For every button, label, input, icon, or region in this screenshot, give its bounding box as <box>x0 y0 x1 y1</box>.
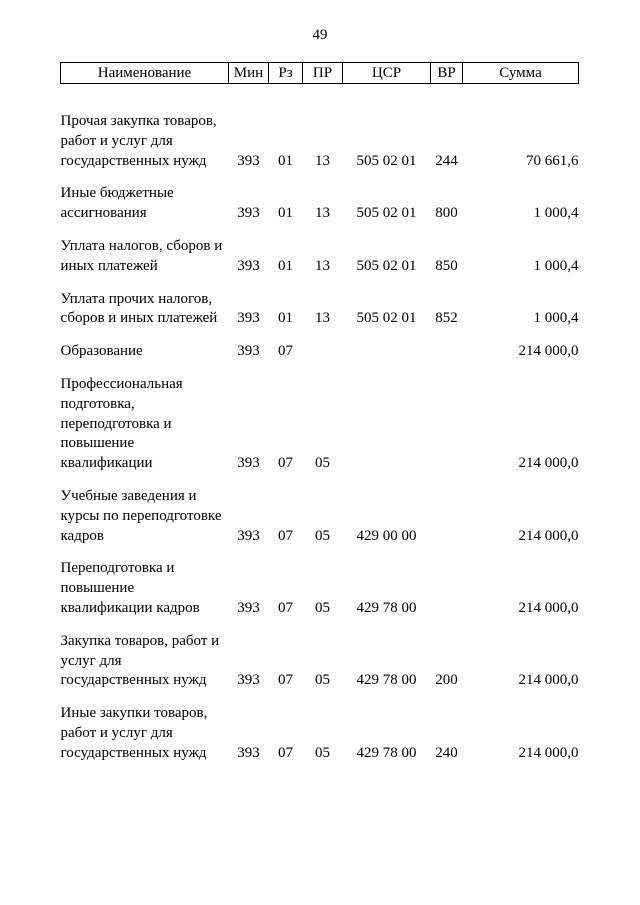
cell-sum: 214 000,0 <box>518 744 579 761</box>
cell-min: 393 <box>237 310 260 327</box>
table-row <box>61 691 579 763</box>
cell-csr: 429 78 00 <box>356 599 417 616</box>
cell-pr: 05 <box>315 744 330 761</box>
cell-csr: 429 78 00 <box>356 672 417 689</box>
cell-csr: 505 02 01 <box>356 205 417 222</box>
cell-sum: 1 000,4 <box>533 205 579 222</box>
cell-rz: 01 <box>278 310 293 327</box>
cell-pr <box>303 329 343 362</box>
cell-name: Закупка товаров, работ и услуг для государственных нужд <box>60 632 220 689</box>
cell-min: 393 <box>237 672 260 689</box>
cell-name: Профессиональная подготовка, переподготовка и повышение квалификации <box>60 375 183 472</box>
table-row <box>61 362 579 474</box>
budget-table <box>60 62 579 764</box>
cell-rz: 01 <box>278 152 293 169</box>
cell-csr: 505 02 01 <box>356 257 417 274</box>
header-name: Наименование <box>61 63 229 84</box>
cell-rz: 01 <box>278 205 293 222</box>
cell-vr: 852 <box>435 310 458 327</box>
table-row <box>61 84 579 172</box>
cell-vr <box>431 329 463 362</box>
cell-csr: 505 02 01 <box>356 310 417 327</box>
header-sum: Сумма <box>463 63 579 84</box>
header-rz: Рз <box>269 63 303 84</box>
header-csr: ЦСР <box>343 63 431 84</box>
cell-sum: 1 000,4 <box>533 310 579 327</box>
cell-pr: 05 <box>315 599 330 616</box>
cell-sum: 70 661,6 <box>526 152 579 169</box>
cell-name: Переподготовка и повышение квалификации кадров <box>60 560 200 616</box>
cell-csr: 429 78 00 <box>356 744 417 761</box>
cell-min: 393 <box>237 455 260 472</box>
cell-rz: 07 <box>278 672 293 689</box>
table-body <box>61 84 579 764</box>
cell-sum: 214 000,0 <box>518 455 579 472</box>
cell-min: 393 <box>237 599 260 616</box>
cell-min: 393 <box>237 343 260 360</box>
cell-name: Уплата налогов, сборов и иных платежей <box>60 237 223 274</box>
cell-rz: 07 <box>278 455 293 472</box>
cell-name: Образование <box>60 343 143 360</box>
header-pr: ПР <box>303 63 343 84</box>
cell-vr <box>431 474 463 546</box>
cell-pr: 05 <box>315 672 330 689</box>
cell-min: 393 <box>237 205 260 222</box>
cell-vr: 240 <box>435 744 458 761</box>
cell-pr: 13 <box>315 310 330 327</box>
cell-pr: 13 <box>315 205 330 222</box>
cell-sum: 214 000,0 <box>518 672 579 689</box>
table-header-row <box>61 63 579 84</box>
header-min: Мин <box>229 63 269 84</box>
cell-pr: 13 <box>315 152 330 169</box>
cell-rz: 07 <box>278 599 293 616</box>
cell-rz: 01 <box>278 257 293 274</box>
cell-name: Иные бюджетные ассигнования <box>60 185 174 222</box>
cell-vr: 850 <box>435 257 458 274</box>
cell-csr <box>343 362 431 474</box>
cell-name: Иные закупки товаров, работ и услуг для государственных нужд <box>60 705 208 761</box>
cell-min: 393 <box>237 257 260 274</box>
cell-csr: 505 02 01 <box>356 152 417 169</box>
cell-name: Учебные заведения и курсы по переподготовке кадров <box>60 487 222 544</box>
cell-rz: 07 <box>278 343 293 360</box>
table-row <box>61 224 579 277</box>
table-row <box>61 277 579 330</box>
cell-csr <box>343 329 431 362</box>
cell-vr <box>431 546 463 618</box>
cell-pr: 05 <box>315 455 330 472</box>
page-number: 49 <box>312 27 328 43</box>
cell-min: 393 <box>237 744 260 761</box>
cell-vr: 800 <box>435 205 458 222</box>
table-row <box>61 474 579 546</box>
cell-min: 393 <box>237 152 260 169</box>
cell-sum: 214 000,0 <box>518 527 579 544</box>
cell-sum: 214 000,0 <box>518 343 579 360</box>
header-vr: ВР <box>431 63 463 84</box>
table-row <box>61 171 579 224</box>
cell-csr: 429 00 00 <box>356 527 417 544</box>
cell-min: 393 <box>237 527 260 544</box>
cell-pr: 13 <box>315 257 330 274</box>
table-row <box>61 329 579 362</box>
cell-pr: 05 <box>315 527 330 544</box>
cell-vr: 244 <box>435 152 458 169</box>
cell-name: Уплата прочих налогов, сборов и иных платежей <box>60 290 218 327</box>
cell-sum: 1 000,4 <box>533 257 579 274</box>
cell-rz: 07 <box>278 744 293 761</box>
cell-vr: 200 <box>435 672 458 689</box>
table-header <box>61 63 579 84</box>
cell-rz: 07 <box>278 527 293 544</box>
cell-name: Прочая закупка товаров, работ и услуг для государственных нужд <box>60 113 217 169</box>
table-row <box>61 546 579 618</box>
table-row <box>61 619 579 691</box>
cell-sum: 214 000,0 <box>518 599 579 616</box>
cell-vr <box>431 362 463 474</box>
